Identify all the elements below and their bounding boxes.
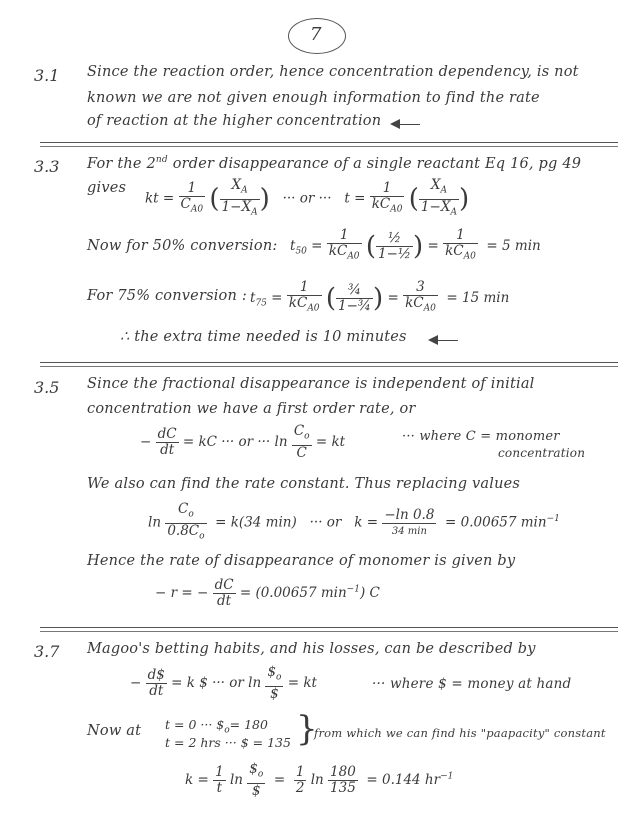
brace: }	[296, 709, 318, 749]
divider	[40, 142, 618, 143]
section-number: 3.5	[34, 378, 60, 397]
text-line: Now at	[87, 723, 142, 739]
equation-rate: − r = − $\frac{dC}{dt}$ = (0.00657 $\min^{-1}$) C	[155, 577, 380, 609]
divider	[40, 631, 618, 632]
equation-constant: k = $\frac{1}{t}$ ln $\frac{\$_o}{\$}$ = $\frac{1}{2}$ ln $\frac{180}{135}$ = 0.144 $hr^{-1}$	[185, 761, 454, 799]
text-line: known we are not given enough information to find the rate	[87, 90, 540, 106]
page-number: 7	[310, 24, 322, 45]
text-line: Hence the rate of disappearance of monomer is given by	[87, 553, 516, 569]
text-line: We also can find the rate constant. Thus replacing values	[87, 476, 521, 492]
text-line: Now for 50% conversion:	[87, 238, 278, 254]
text-line: ∴ the extra time needed is 10 minutes	[120, 329, 407, 345]
divider	[40, 362, 618, 363]
divider	[40, 366, 618, 367]
text-line: gives	[87, 180, 127, 196]
text-line: concentration we have a first order rate, or	[87, 401, 416, 417]
equation-rate-constant: ln $\frac{C_o}{0.8C_o}$ = k(34 min) ··· or k = $\frac{-\ln 0.8}{34 \min}$ = 0.00657 $\min^{-1}$	[148, 502, 560, 544]
section-number: 3.3	[34, 157, 60, 176]
equation-first-order: − $\frac{dC}{dt}$ = kC ··· or ··· ln $\frac{C_o}{C}$ = kt	[140, 423, 346, 461]
equation-t75: $t_{75}$ = $\frac{1}{kC_{A0}}$ ( $\frac{\text{¾}}{\text{1−¾}}$ ) = $\frac{3}{kC_{A0}}$ = 15 min	[250, 280, 509, 317]
text-line: from which we can find his "paapacity" constant	[314, 726, 606, 740]
text-line: ··· where $ = money at hand	[372, 676, 572, 692]
equation-money: − $\frac{d\$}{dt}$ = k $ ··· or ln $\frac{\$_o}{\$}$ = kt	[130, 664, 317, 702]
text-line: Since the fractional disappearance is independent of initial	[87, 376, 535, 392]
divider	[40, 146, 618, 147]
text-line: For 75% conversion :	[87, 288, 247, 304]
section-number: 3.1	[34, 66, 60, 85]
text-line: of reaction at the higher concentration	[87, 113, 382, 129]
text-line: Since the reaction order, hence concentration dependency, is not	[87, 64, 579, 80]
condition-t0: t = 0 ··· $\$_o= 180$	[165, 717, 268, 736]
section-number: 3.7	[34, 642, 60, 661]
equation-t50: $t_{50}$ = $\frac{1}{kC_{A0}}$ ( $\frac{\text{½}}{\text{1−½}}$ ) = $\frac{1}{kC_{A0}}$ = 5 min	[290, 228, 541, 265]
text-line: For the 2nd order disappearance of a single reactant Eq 16, pg 49	[87, 155, 582, 172]
text-line: concentration	[498, 446, 586, 460]
text-line: ··· where C = monomer	[402, 429, 560, 444]
answer-arrow	[430, 340, 458, 341]
text-line: Magoo's betting habits, and his losses, can be described by	[87, 641, 536, 657]
answer-arrow	[392, 124, 420, 125]
condition-t2: t = 2 hrs ··· $ = 135	[165, 735, 291, 750]
equation-second-order: kt = $\frac{1}{C_{A0}}$ ( $\frac{X_A}{1-X_A}$ ) ··· or ··· t = $\frac{1}{kC_{A0}}$ ( $\frac{X_A}{1-X_A}$ )	[145, 178, 469, 220]
divider	[40, 627, 618, 628]
